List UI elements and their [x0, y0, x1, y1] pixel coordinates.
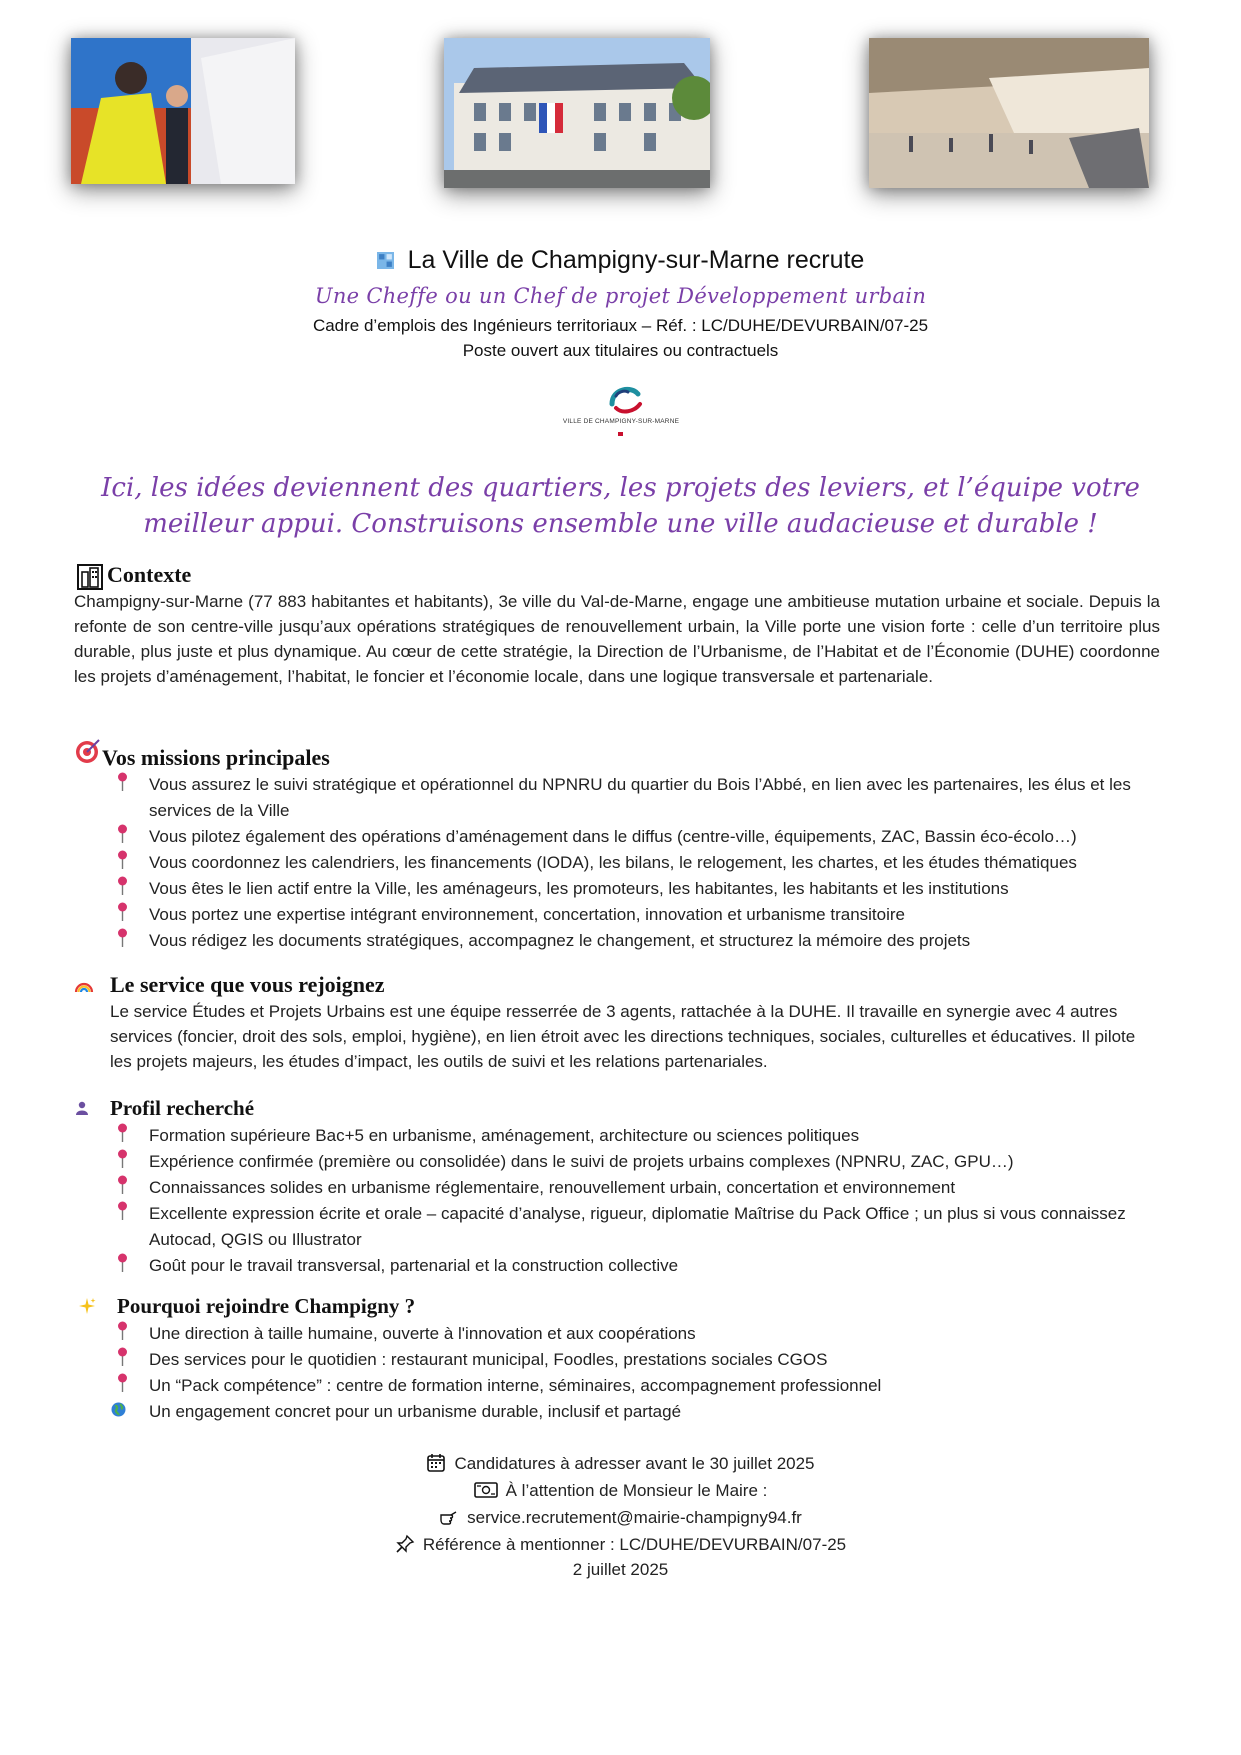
footer-email: [0, 1507, 1241, 1528]
section-title-service: Le service que vous rejoignez: [110, 972, 385, 997]
globe-icon: [111, 1402, 126, 1417]
profil-text: Excellente expression écrite et orale – capacité d’analyse, rigueur, diplomatie Maîtrise du Pack Office ; un plus si vous connaissez Autocad, QGIS ou Illustrator: [149, 1204, 1126, 1249]
footer-attention: [0, 1480, 1241, 1501]
pin-icon: [116, 1201, 129, 1221]
list-item: [74, 1321, 1164, 1347]
list-item: [74, 1253, 1164, 1279]
list-item: [74, 1201, 1164, 1253]
list-item: [74, 772, 1164, 824]
pin-icon: [116, 824, 129, 844]
job-reference: Cadre d’emplois des Ingénieurs territoriaux – Réf. : LC/DUHE/DEVURBAIN/07-25: [312, 316, 929, 335]
mission-text: Vous rédigez les documents stratégiques, accompagnez le changement, et structurez la mémoire des projets: [149, 931, 971, 950]
service-text: Le service Études et Projets Urbains est une équipe resserrée de 3 agents, rattachée à la DUHE. Il travaille en synergie avec 4 autres services (foncier, droit des sols, emploi, hygiène), en lien étroit avec les directions techniques, sociales, culturelles et éducatives. Il pilote les projets majeurs, les études d’impact, les outils de suivi et les relations partenariales.: [110, 1002, 1136, 1071]
mission-text: Vous coordonnez les calendriers, les financements (IODA), les bilans, le relogement, les chartes, et les études thématiques: [149, 853, 1077, 872]
job-title: Une Cheffe ou un Chef de projet Développement urbain: [314, 284, 927, 308]
profil-list: [74, 1123, 1164, 1279]
pin-icon: [116, 876, 129, 896]
pourquoi-text: Un engagement concret pour un urbanisme durable, inclusif et partagé: [149, 1402, 682, 1421]
photo-worker-signing: [71, 38, 295, 184]
missions-list: [74, 772, 1164, 954]
list-item: [74, 824, 1164, 850]
footer-reference: [0, 1534, 1241, 1555]
contexte-text: Champigny-sur-Marne (77 883 habitantes et habitants), 3e ville du Val-de-Marne, engage une ambitieuse mutation urbaine et sociale. Depuis la refonte de son centre-ville jusqu’aux opérations stratégiques de renouvellement urbain, la Ville porte une vision forte : celle d’un territoire plus durable, plus juste et plus dynamique. Au cœur de cette stratégie, la Direction de l’Urbanisme, de l’Habitat et de l’Économie (DUHE) coordonne les projets d’aménagement, l’habitat, le foncier et l’économie locale, dans une logique transversale et partenariale.: [74, 592, 1160, 686]
pointing-hand-icon: [439, 1507, 459, 1527]
pourquoi-text: Un “Pack compétence” : centre de formation interne, séminaires, accompagnement professionnel: [149, 1376, 882, 1395]
rainbow-icon: [74, 979, 94, 993]
mission-text: Vous pilotez également des opérations d’aménagement dans le diffus (centre-ville, équipements, ZAC, Bassin éco-écolo…): [149, 827, 1077, 846]
page-title: [0, 246, 1241, 275]
pin-icon: [116, 1175, 129, 1195]
pushpin-icon: [395, 1534, 415, 1554]
list-item: [74, 1175, 1164, 1201]
city-logo: [554, 382, 688, 438]
list-item: [74, 1347, 1164, 1373]
list-item: [74, 1123, 1164, 1149]
list-item: [74, 1149, 1164, 1175]
list-item: [74, 1399, 1164, 1425]
pin-icon: [116, 850, 129, 870]
list-item: [74, 902, 1164, 928]
pin-icon: [116, 1123, 129, 1143]
building-icon: [77, 564, 103, 590]
pin-icon: [116, 1373, 129, 1393]
pin-icon: [116, 902, 129, 922]
profil-text: Expérience confirmée (première ou consolidée) dans le suivi de projets urbains complexes (NPNRU, ZAC, GPU…): [149, 1152, 1014, 1171]
section-title-profil: Profil recherché: [110, 1096, 255, 1120]
pourquoi-text: Une direction à taille humaine, ouverte à l'innovation et aux coopérations: [149, 1324, 696, 1343]
footer-date: 2 juillet 2025: [572, 1560, 669, 1579]
pin-icon: [116, 772, 129, 792]
section-title-contexte: Contexte: [107, 562, 192, 587]
reference-text: Référence à mentionner : LC/DUHE/DEVURBAIN/07-25: [422, 1535, 847, 1554]
person-icon: [75, 1101, 89, 1115]
list-item: [74, 850, 1164, 876]
mission-text: Vous portez une expertise intégrant environnement, concertation, innovation et urbanisme transitoire: [149, 905, 906, 924]
pin-icon: [116, 1347, 129, 1367]
address-card-icon: [474, 1480, 498, 1500]
pourquoi-list: [74, 1321, 1164, 1425]
pin-icon: [116, 928, 129, 948]
page-title-text: La Ville de Champigny-sur-Marne recrute: [407, 246, 865, 274]
photo-station-interior: [869, 38, 1149, 188]
list-item: [74, 876, 1164, 902]
list-item: [74, 1373, 1164, 1399]
footer-deadline: [0, 1453, 1241, 1474]
section-title-missions: Vos missions principales: [102, 745, 330, 770]
city-grid-icon: [377, 252, 394, 269]
logo-text: VILLE DE CHAMPIGNY-SUR-MARNE: [562, 418, 680, 425]
profil-text: Formation supérieure Bac+5 en urbanisme, aménagement, architecture ou sciences politiques: [149, 1126, 860, 1145]
photo-town-hall: [444, 38, 710, 188]
pin-icon: [116, 1253, 129, 1273]
pin-icon: [116, 1149, 129, 1169]
profil-text: Connaissances solides en urbanisme réglementaire, renouvellement urbain, concertation et environnement: [149, 1178, 956, 1197]
pin-icon: [116, 1321, 129, 1341]
mission-text: Vous assurez le suivi stratégique et opérationnel du NPNRU du quartier du Bois l’Abbé, en lien avec les partenaires, les élus et les services de la Ville: [149, 775, 1131, 820]
profil-text: Goût pour le travail transversal, partenarial et la construction collective: [149, 1256, 679, 1275]
mission-text: Vous êtes le lien actif entre la Ville, les aménageurs, les promoteurs, les habitantes, les habitants et les institutions: [149, 879, 1009, 898]
section-title-pourquoi: Pourquoi rejoindre Champigny ?: [117, 1294, 416, 1318]
list-item: [74, 928, 1164, 954]
target-icon: [75, 738, 101, 764]
deadline-text: Candidatures à adresser avant le 30 juillet 2025: [454, 1454, 815, 1473]
calendar-icon: [426, 1453, 446, 1473]
tagline: Ici, les idées deviennent des quartiers, les projets des leviers, et l’équipe votre meilleur appui. Construisons ensemble une ville audacieuse et durable !: [101, 473, 1140, 539]
pourquoi-text: Des services pour le quotidien : restaurant municipal, Foodles, prestations sociales CGOS: [149, 1350, 828, 1369]
job-eligibility: Poste ouvert aux titulaires ou contractuels: [462, 341, 779, 360]
attention-text: À l’attention de Monsieur le Maire :: [505, 1481, 768, 1500]
sparkles-icon: [78, 1297, 96, 1315]
email-link[interactable]: service.recrutement@mairie-champigny94.fr: [467, 1508, 802, 1527]
